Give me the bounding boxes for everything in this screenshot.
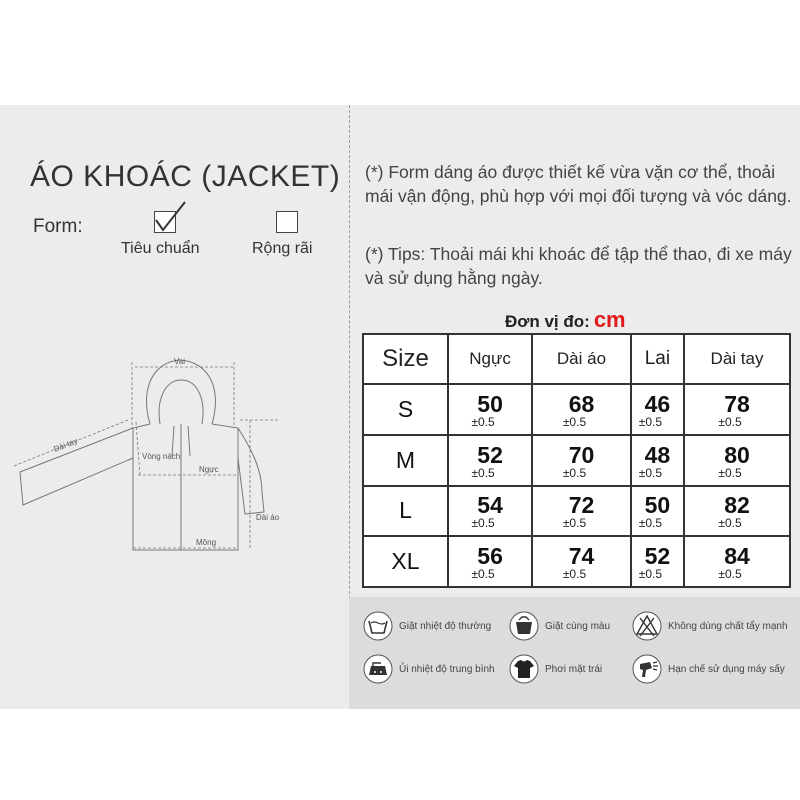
diagram-label-sleeve: Dài tay <box>52 436 79 454</box>
usage-tips: (*) Tips: Thoải mái khi khoác để tập thể thao, đi xe máy và sử dụng hằng ngày. <box>365 244 792 288</box>
table-cell <box>532 435 631 486</box>
iron-medium-icon <box>363 654 393 684</box>
diagram-label-shoulder: Vai <box>174 357 185 366</box>
cell-value: 50 <box>477 390 503 417</box>
wash-normal-temp-icon <box>363 611 393 641</box>
form-label: Form: <box>33 216 83 237</box>
cell-value: 52 <box>477 441 503 468</box>
cell-tolerance: ±0.5 <box>718 414 742 429</box>
cell-tolerance: ±0.5 <box>638 465 663 480</box>
size-label: XL <box>363 536 448 587</box>
header-length: Dài áo <box>532 334 631 384</box>
cell-tolerance: ±0.5 <box>562 414 587 429</box>
cell-value: 52 <box>644 543 671 570</box>
table-cell <box>532 536 631 587</box>
cell-tolerance: ±0.5 <box>471 465 495 480</box>
care-item <box>632 611 788 641</box>
care-label: Hạn chế sử dụng máy sấy <box>668 663 785 675</box>
cell-value: 80 <box>724 441 750 468</box>
care-label: Giặt cùng màu <box>545 620 611 632</box>
cell-tolerance: ±0.5 <box>718 567 742 582</box>
wash-same-color-icon <box>509 611 539 641</box>
cell-value: 78 <box>724 390 750 417</box>
cell-tolerance: ±0.5 <box>638 516 663 531</box>
table-row <box>363 435 790 486</box>
cell-tolerance: ±0.5 <box>562 465 587 480</box>
care-item <box>632 654 785 684</box>
checkmark-icon <box>152 200 188 234</box>
care-instructions-panel <box>349 597 800 709</box>
limit-dryer-icon <box>632 654 662 684</box>
care-label: Giặt nhiệt độ thường <box>399 620 492 632</box>
table-cell <box>684 435 790 486</box>
cell-tolerance: ±0.5 <box>471 516 495 531</box>
care-item <box>509 611 610 641</box>
cell-tolerance: ±0.5 <box>562 516 587 531</box>
fit-description: (*) Form dáng áo được thiết kế vừa vặn cơ thể, thoải mái vận động, phù hợp với mọi đối tượng và vóc dáng. <box>365 162 792 206</box>
cell-tolerance: ±0.5 <box>638 567 663 582</box>
size-label: S <box>363 384 448 435</box>
cell-tolerance: ±0.5 <box>638 414 663 429</box>
size-label: M <box>363 435 448 486</box>
diagram-label-armhole: Vòng nách <box>142 452 181 461</box>
table-cell <box>532 486 631 537</box>
header-chest: Ngực <box>448 334 532 384</box>
cell-tolerance: ±0.5 <box>718 516 742 531</box>
table-cell <box>532 384 631 435</box>
care-item <box>509 654 602 684</box>
cell-value: 82 <box>724 492 750 519</box>
form-option-standard-label: Tiêu chuẩn <box>121 240 200 257</box>
table-header-row <box>363 334 790 384</box>
cell-value: 72 <box>568 492 595 519</box>
measurement-unit <box>505 307 626 333</box>
unit-value: cm <box>593 307 626 332</box>
care-label: Ủi nhiệt độ trung bình <box>399 663 495 675</box>
dry-inside-out-icon <box>509 654 539 684</box>
table-row <box>363 536 790 587</box>
cell-value: 54 <box>477 492 503 519</box>
cell-value: 84 <box>724 543 750 570</box>
header-hem: Lai <box>631 334 684 384</box>
size-label: L <box>363 486 448 537</box>
cell-value: 50 <box>644 492 671 519</box>
diagram-label-chest: Ngực <box>199 465 219 474</box>
form-option-relaxed-label: Rộng rãi <box>252 240 313 257</box>
diagram-label-length: Dài áo <box>256 513 280 522</box>
cell-tolerance: ±0.5 <box>471 567 495 582</box>
table-row <box>363 384 790 435</box>
product-title: ÁO KHOÁC (JACKET) <box>30 160 341 193</box>
cell-tolerance: ±0.5 <box>562 567 587 582</box>
table-row <box>363 486 790 537</box>
header-size: Size <box>363 334 448 384</box>
cell-value: 46 <box>644 390 671 417</box>
cell-value: 48 <box>644 441 671 468</box>
jacket-measurement-diagram <box>0 340 350 580</box>
diagram-label-hip: Mông <box>196 538 217 547</box>
table-cell <box>684 536 790 587</box>
table-cell <box>684 486 790 537</box>
form-checkbox-relaxed[interactable] <box>276 211 298 233</box>
no-bleach-icon <box>632 611 662 641</box>
care-label: Phơi mặt trái <box>545 663 603 675</box>
cell-value: 56 <box>477 543 503 570</box>
unit-label: Đơn vị đo: <box>505 312 590 331</box>
care-item <box>363 611 491 641</box>
size-table <box>362 333 791 588</box>
care-label: Không dùng chất tẩy mạnh <box>668 620 788 632</box>
cell-value: 70 <box>568 441 595 468</box>
cell-tolerance: ±0.5 <box>471 414 495 429</box>
header-sleeve: Dài tay <box>684 334 790 384</box>
cell-value: 74 <box>568 543 595 570</box>
table-cell <box>684 384 790 435</box>
care-item <box>363 654 495 684</box>
cell-tolerance: ±0.5 <box>718 465 742 480</box>
cell-value: 68 <box>568 390 595 417</box>
